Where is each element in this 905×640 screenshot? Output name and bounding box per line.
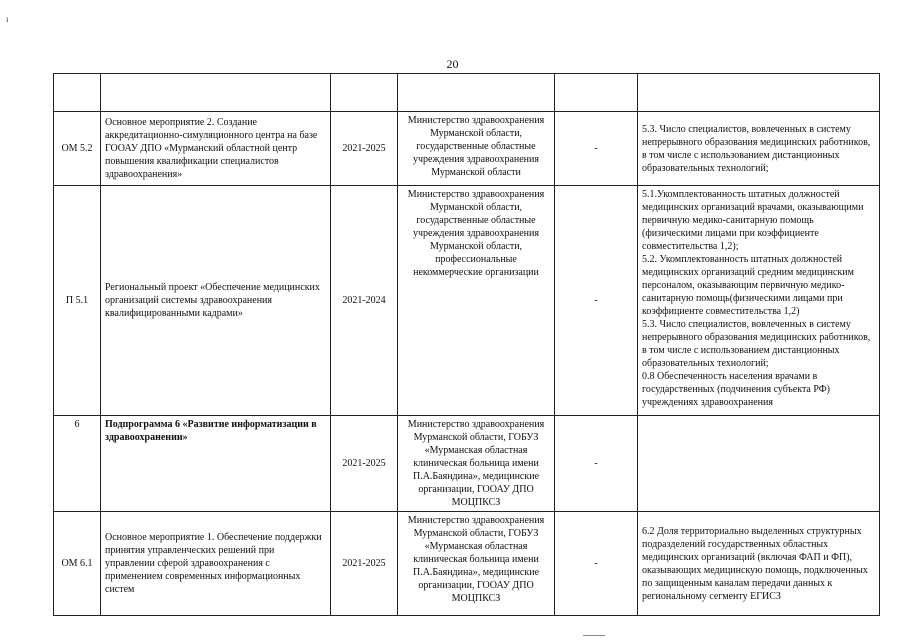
row-years: 2021-2025 xyxy=(331,416,398,512)
bottom-mark-line xyxy=(583,635,605,636)
indicator-item: 5.3. Число специалистов, вовлеченных в систему непрерывного образования медицинских работников, в том числе с использованием дистанционных образовательных технологий; xyxy=(642,123,871,174)
row-executors xyxy=(398,74,555,112)
row-indicators xyxy=(638,74,880,112)
indicator-item: 5.3. Число специалистов, вовлеченных в систему непрерывного образования медицинских работников, в том числе с использованием дистанционных образовательных технологий; xyxy=(642,319,871,369)
row-indicators xyxy=(638,112,880,186)
indicator-item: 5.1.Укомплектованность штатных должностей медицинских организаций врачами, оказывающими первичную медико-санитарную помощь (физическими лицами при коэффициенте совместительства 1,2); xyxy=(642,189,864,252)
row-years: 2021-2024 xyxy=(331,186,398,416)
row-dash: - xyxy=(555,112,638,186)
corner-mark: ı xyxy=(6,14,9,24)
row-executors: Министерство здравоохранения Мурманской области, ГОБУЗ «Мурманская областная клиническая больница имени П.А.Баяндина», медицинские организации, ГООАУ ДПО МОЦПКСЗ xyxy=(398,512,555,616)
row-name: Подпрограмма 6 «Развитие информатизации в здравоохранении» xyxy=(101,416,331,512)
table-row xyxy=(54,186,880,416)
row-dash: - xyxy=(555,416,638,512)
row-executors: Министерство здравоохранения Мурманской области, государственные областные учреждения здравоохранения Мурманской области xyxy=(398,112,555,186)
row-name: Региональный проект «Обеспечение медицинских организаций системы здравоохранения квалифицированными кадрами» xyxy=(101,186,331,416)
row-name: Основное мероприятие 2. Создание аккредитационно-симуляционного центра на базе ГООАУ ДПО «Мурманский областной центр повышения квалификации специалистов здравоохранения» xyxy=(101,112,331,186)
row-years: 2021-2025 xyxy=(331,112,398,186)
row-code: ОМ 5.2 xyxy=(54,112,101,186)
program-table xyxy=(53,73,880,616)
row-executors: Министерство здравоохранения Мурманской области, ГОБУЗ «Мурманская областная клиническая больница имени П.А.Баяндина», медицинские организации, ГООАУ ДПО МОЦПКСЗ xyxy=(398,416,555,512)
row-years: 2021-2025 xyxy=(331,512,398,616)
row-years xyxy=(331,74,398,112)
page-number: 20 xyxy=(446,57,459,71)
row-indicators xyxy=(638,416,880,512)
indicator-item: 0.8 Обеспеченность населения врачами в государственных (подчинения субъекта РФ) учреждениях здравоохранения xyxy=(642,371,830,408)
row-executors: Министерство здравоохранения Мурманской области, государственные областные учреждения здравоохранения Мурманской области, профессиональные некоммерческие организации xyxy=(398,186,555,416)
row-code: П 5.1 xyxy=(54,186,101,416)
table-row xyxy=(54,74,880,112)
row-name: Основное мероприятие 1. Обеспечение поддержки принятия управленческих решений при управлении сферой здравоохранения с применением современных информационных систем xyxy=(101,512,331,616)
indicator-item: 5.2. Укомплектованность штатных должностей медицинских организаций средним медицинским персоналом, оказывающим первичную медико-санитарную помощь(физическими лицами при коэффициенте совместительства 1,2) xyxy=(642,254,854,317)
table-row xyxy=(54,416,880,512)
indicator-item: 6.2 Доля территориально выделенных структурных подразделений государственных областных медицинских организаций (включая ФАП и ФП), оказывающих медицинскую помощь, подключенных по защищенным каналам передачи данных к региональному сегменту ЕГИСЗ xyxy=(642,525,868,602)
row-dash: - xyxy=(555,186,638,416)
row-code: 6 xyxy=(54,416,101,512)
row-dash: - xyxy=(555,512,638,616)
row-name xyxy=(101,74,331,112)
row-indicators xyxy=(638,512,880,616)
row-code: ОМ 6.1 xyxy=(54,512,101,616)
table-row xyxy=(54,112,880,186)
row-dash xyxy=(555,74,638,112)
table-row xyxy=(54,512,880,616)
row-code xyxy=(54,74,101,112)
row-indicators xyxy=(638,186,880,416)
